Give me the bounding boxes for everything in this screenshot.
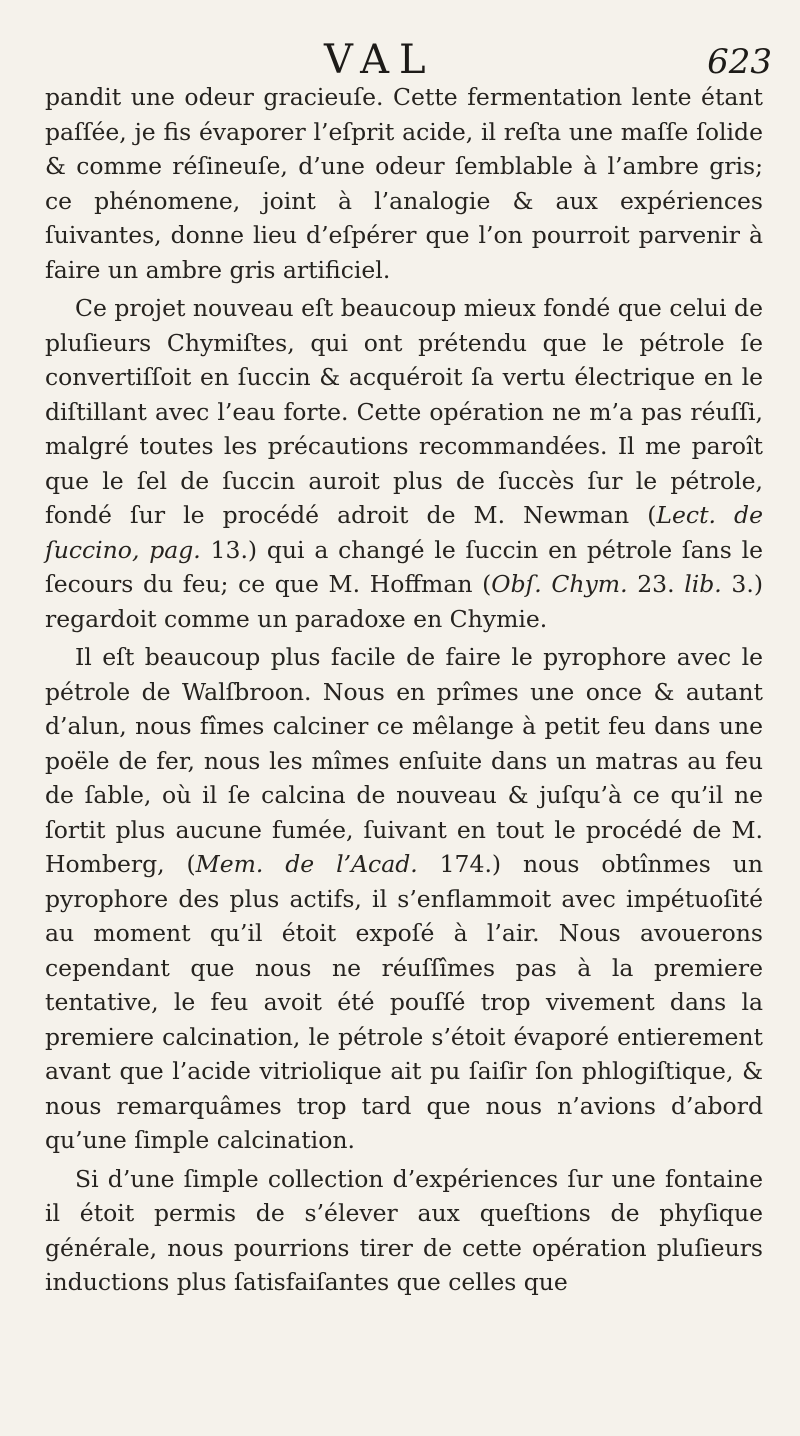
running-head [0, 38, 800, 82]
paragraph-3 [45, 640, 763, 1158]
citation-homberg: Mem. de l’Acad. [195, 850, 418, 878]
paragraph-1 [45, 80, 763, 287]
paragraph-3-text-b: 174.) nous obtînmes un pyrophore des plus actifs, il s’enflammoit avec impétuoſité au moment qu’il étoit expoſé à l’air. Nous avouerons cependant que nous ne réuſſîmes pas à la premiere tentative, le feu avoit été pouſſé trop vivement dans la premiere calcination, le pétrole s’étoit évaporé entierement avant que l’acide vitriolique ait pu ſaiſir ſon phlogiſtique, & nous remarquâmes trop tard que nous n’avions d’abord qu’une ſimple calcination. [45, 850, 763, 1154]
page-number: 623 [707, 42, 772, 82]
paragraph-4-text: Si d’une ſimple collection d’expériences ſur une fontaine il étoit permis de s’élever aux queſtions de phyſique générale, nous pourrions tirer de cette opération pluſieurs inductions plus ſatisfaiſantes que celles que [45, 1164, 763, 1296]
body-text [45, 80, 763, 1304]
paragraph-2 [45, 291, 763, 636]
citation-newman: Lect. de ſuccino, pag. [45, 501, 764, 564]
paragraph-3-text-a: Il eſt beaucoup plus facile de faire le pyrophore avec le pétrole de Walſbroon. Nous en prîmes une once & autant d’alun, nous fîmes calciner ce mêlange à petit feu dans une poële de fer, nous les mîmes enſuite dans un matras au feu de ſable, où il ſe calcina de nouveau & juſqu’à ce qu’il ne ſortit plus aucune fumée, ſuivant en tout le procédé de M. Homberg, ( [45, 643, 763, 878]
paragraph-2-text-a: Ce projet nouveau eſt beaucoup mieux fondé que celui de pluſieurs Chymiſtes, qui ont prétendu que le pétrole ſe convertiſſoit en ſuccin & acquéroit ſa vertu électrique en le diſtillant avec l’eau forte. Cette opération ne m’a pas réuſſi, malgré toutes les précautions recommandées. Il me paroît que le ſel de ſuccin auroit plus de ſuccès ſur le pétrole, fondé ſur le procédé adroit de M. Newman ( [45, 294, 763, 529]
paragraph-2-text-d: 3.) regardoit comme un paradoxe en Chymie. [45, 570, 763, 633]
paragraph-2-text-c: 23. [627, 570, 685, 598]
citation-hoffman: Obſ. Chym. [491, 570, 628, 598]
citation-hoffman-lib: lib. [684, 570, 722, 598]
paragraph-4 [45, 1162, 763, 1300]
paragraph-2-text-b: 13.) qui a changé le ſuccin en pétrole ſans le ſecours du feu; ce que M. Hoffman ( [45, 535, 763, 598]
running-title: VAL [324, 37, 436, 83]
paragraph-1-text: pandit une odeur gracieuſe. Cette fermentation lente étant paſſée, je fis évaporer l’eſprit acide, il reſta une maſſe ſolide & comme réſineuſe, d’une odeur ſemblable à l’ambre gris; ce phénomene, joint à l’analogie & aux expériences ſuivantes, donne lieu d’eſpérer que l’on pourroit parvenir à faire un ambre gris artificiel. [45, 83, 763, 284]
